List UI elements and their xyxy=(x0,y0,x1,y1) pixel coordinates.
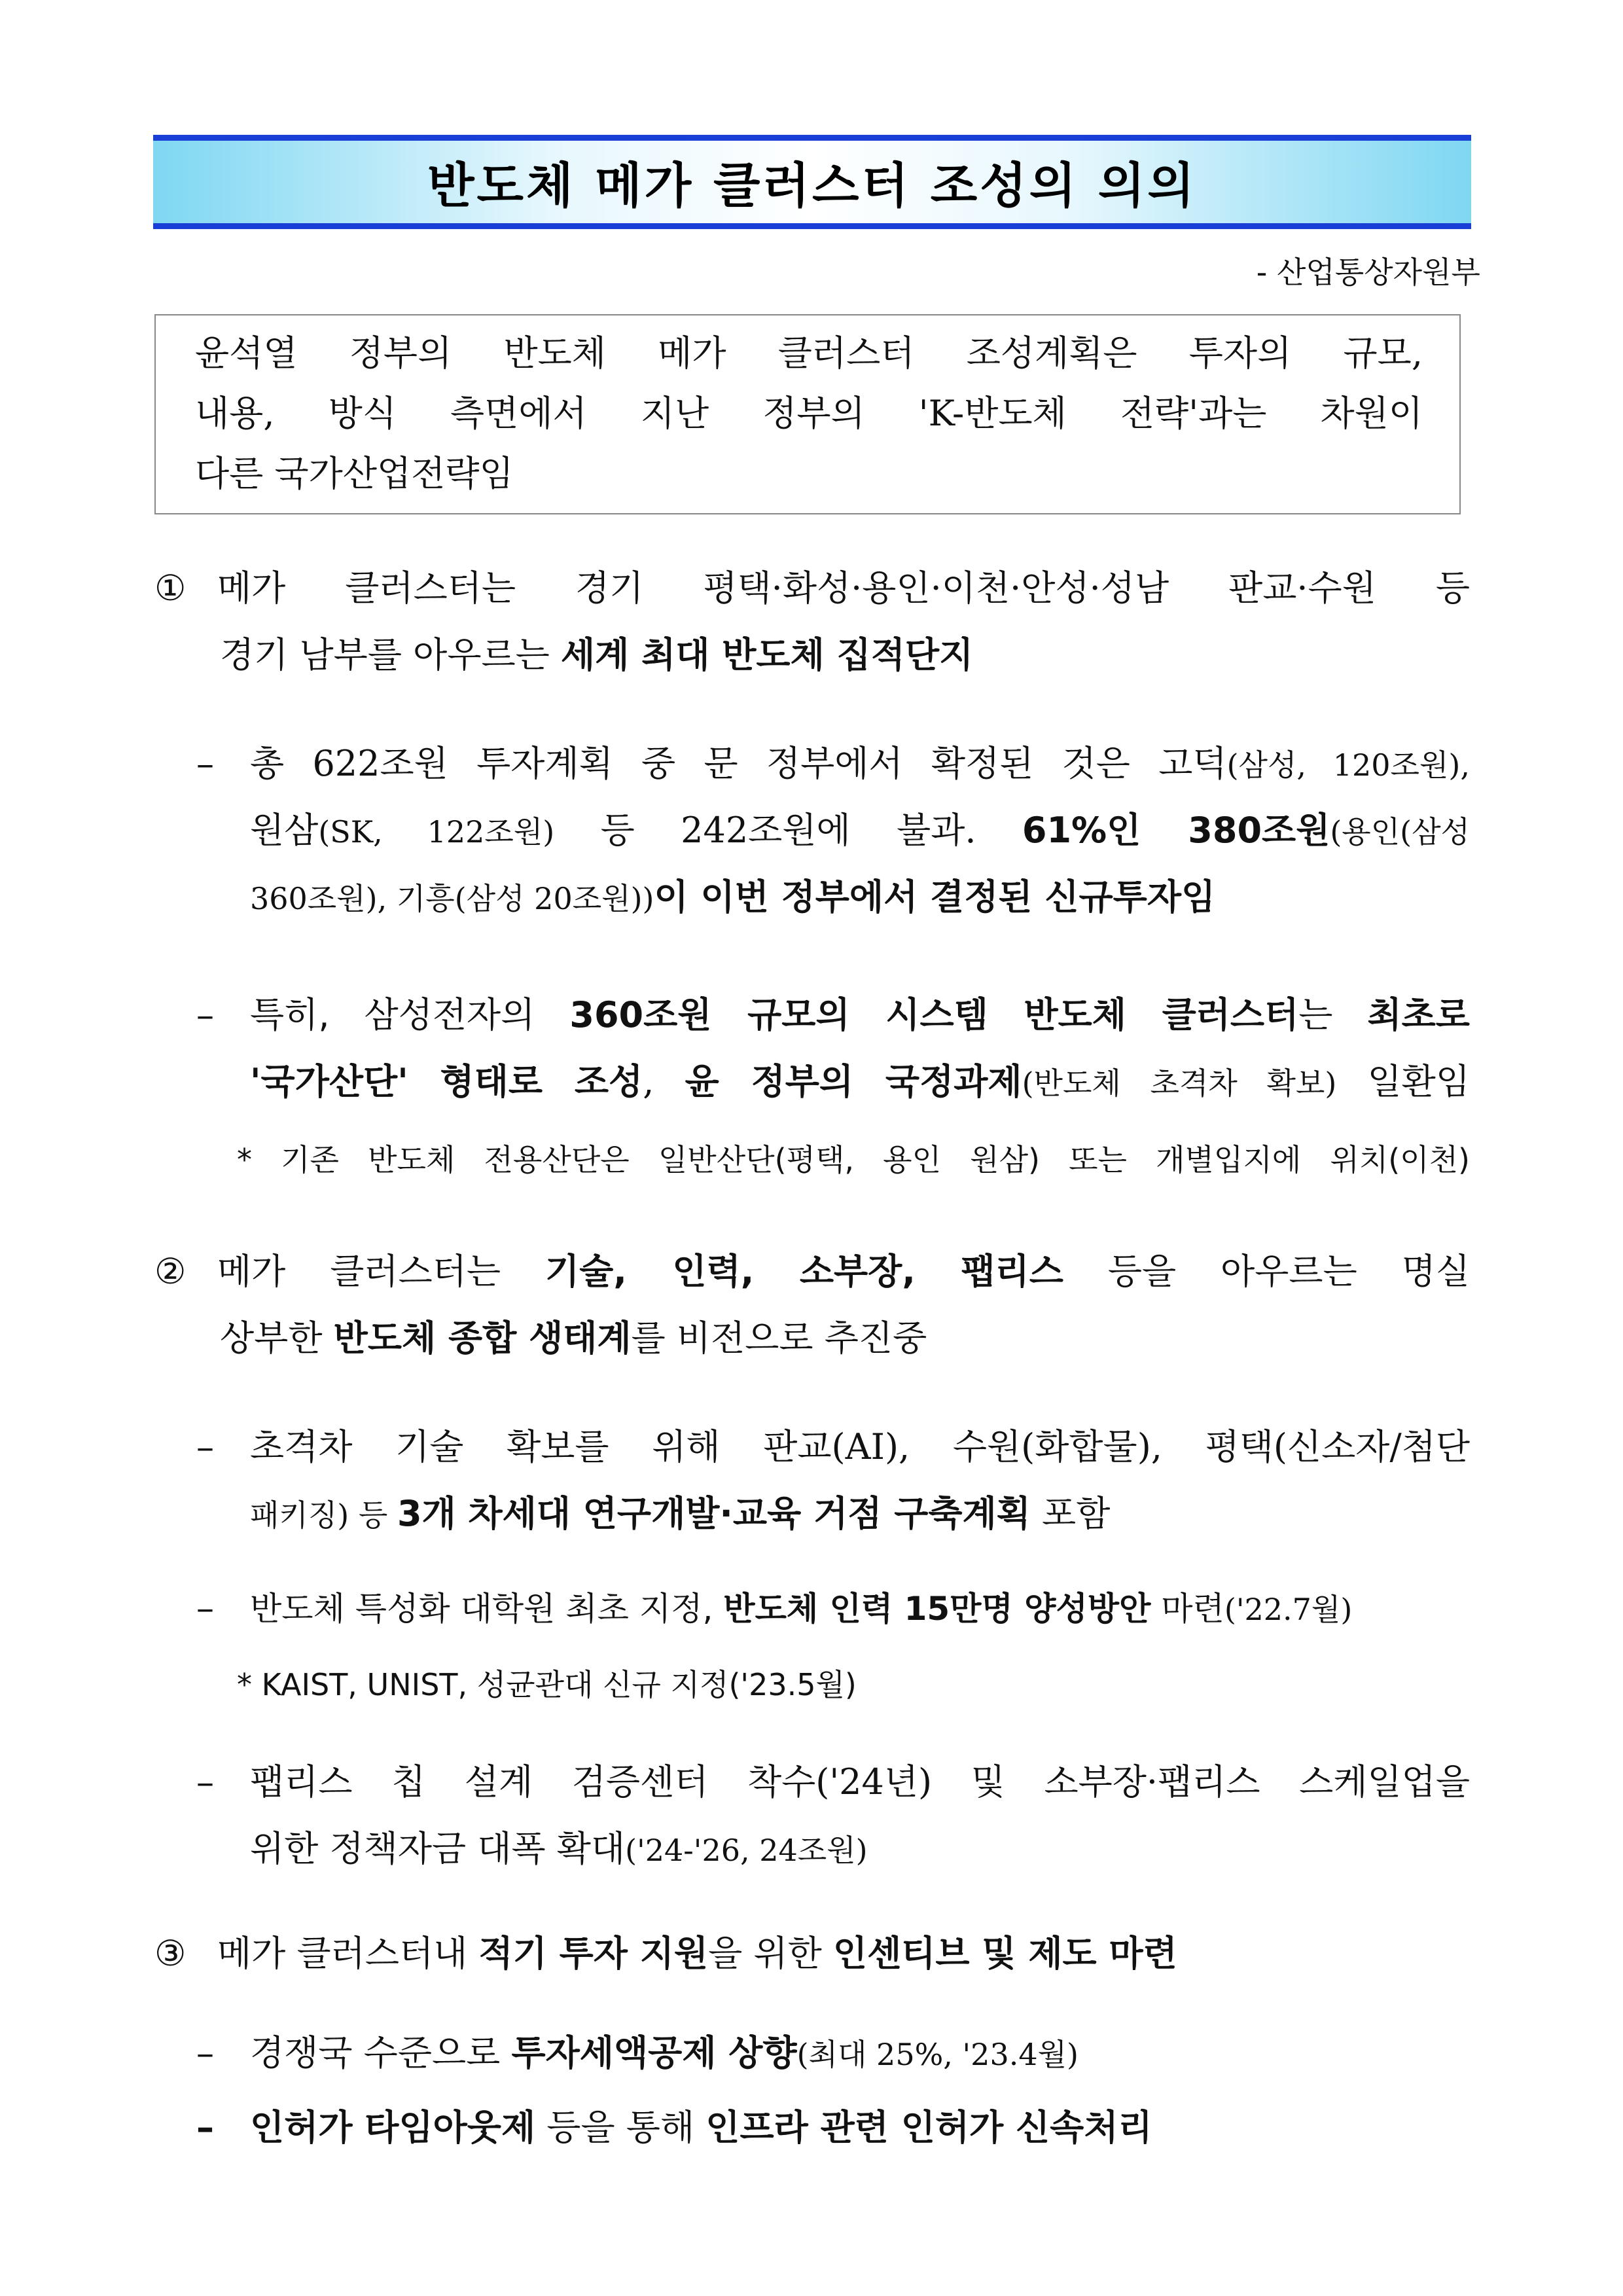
s1-b1-text: 총 622조원 투자계획 중 문 정부에서 확정된 것은 고덕 xyxy=(250,743,1227,784)
s1-b2-bold-2: 최초로 xyxy=(1367,994,1470,1035)
bullet-dash: – xyxy=(196,1426,214,1467)
s3-bold: 적기 투자 지원 xyxy=(478,1933,709,1974)
s3-b2-bold-2: 인프라 관련 인허가 신속처리 xyxy=(705,2107,1152,2148)
s1-b1-paren: (삼성, 120조원), xyxy=(1226,747,1470,783)
s3-b1-paren: (최대 25%, '23.4월) xyxy=(796,2037,1079,2072)
s2-b1-text-3: 포함 xyxy=(1030,1493,1111,1534)
s2-b3-text: 팹리스 칩 설계 검증센터 착수('24년) 및 소부장·팹리스 스케일업을 xyxy=(250,1761,1470,1803)
s2-bold: 기술, 인력, 소부장, 팹리스 xyxy=(545,1251,1063,1292)
section-1-line-1 xyxy=(154,560,1470,611)
section-3-line xyxy=(154,1926,1177,1976)
section-1-highlight: 세계 최대 반도체 집적단지 xyxy=(560,634,974,675)
s2-footnote: * KAIST, UNIST, 성균관대 신규 지정('23.5월) xyxy=(237,1667,857,1702)
s2-b1-text: 초격차 기술 확보를 위해 판교(AI), 수원(화합물), 평택(신소자/첨단 xyxy=(250,1426,1470,1467)
s1-bullet-1-line-3 xyxy=(250,869,1215,920)
s2-b1-bold: 3개 차세대 연구개발·교육 거점 구축계획 xyxy=(397,1493,1031,1534)
section-1-number: ① xyxy=(154,567,187,609)
s1-b1-paren-2: (SK, 122조원) xyxy=(318,814,555,850)
section-1-line-2 xyxy=(220,627,973,677)
section-2-number: ② xyxy=(154,1251,187,1292)
s1-b2-bold-3: '국가산단' 형태로 조성 xyxy=(250,1061,643,1102)
s3-b2-text: 등을 통해 xyxy=(535,2107,706,2148)
s1-bullet-1-line-2 xyxy=(250,802,1470,853)
bullet-dash: – xyxy=(196,1761,214,1803)
s1-b1-paren-4: 360조원), 기흥(삼성 20조원)) xyxy=(250,881,654,916)
s2-text: 메가 클러스터는 xyxy=(217,1251,546,1292)
s1-bullet-2-line-1 xyxy=(196,987,1470,1037)
section-3-number: ③ xyxy=(154,1933,187,1974)
section-2-line-2 xyxy=(220,1310,927,1361)
title-banner xyxy=(153,135,1471,229)
s2-bullet-1-line-2 xyxy=(250,1486,1110,1536)
s1-b2-text: 특히, 삼성전자의 xyxy=(250,994,570,1035)
s2-b2-bold: 반도체 인력 15만명 양성방안 xyxy=(723,1590,1151,1628)
s1-b2-paren: (반도체 초격차 확보) xyxy=(1022,1066,1337,1101)
bullet-dash: – xyxy=(196,2107,214,2148)
bullet-dash: – xyxy=(196,1587,214,1628)
s2-bullet-3-line-2 xyxy=(250,1821,868,1871)
s1-b2-text-2: 는 xyxy=(1298,994,1368,1035)
s1-b2-text-3: 일환임 xyxy=(1336,1061,1470,1102)
s1-b2-comma: , xyxy=(643,1061,685,1102)
s2-b3-paren: ('24-'26, 24조원) xyxy=(625,1833,868,1868)
s3-text: 메가 클러스터내 xyxy=(217,1933,479,1974)
section-1-text-2: 경기 남부를 아우르는 xyxy=(220,634,561,675)
bullet-dash: – xyxy=(196,743,214,784)
s3-bold-2: 인센티브 및 제도 마련 xyxy=(832,1933,1177,1974)
section-1-text-1: 메가 클러스터는 경기 평택·화성·용인·이천·안성·성남 판교·수원 등 xyxy=(217,567,1470,609)
s3-bullet-2 xyxy=(196,2100,1152,2150)
s3-b1-text: 경쟁국 수준으로 xyxy=(250,2032,512,2073)
summary-line-2: 내용, 방식 측면에서 지난 정부의 'K-반도체 전략'과는 차원이 xyxy=(195,393,1423,434)
s2-b2-text: 반도체 특성화 대학원 최초 지정, xyxy=(250,1590,724,1628)
s1-b1-bold-2: 이 이번 정부에서 결정된 신규투자임 xyxy=(654,876,1216,918)
s2-text-3: 상부한 xyxy=(220,1318,334,1359)
s3-b2-bold: 인허가 타임아웃제 xyxy=(250,2107,536,2148)
s2-b2-text-2: 마련 xyxy=(1150,1590,1224,1628)
s2-b2-paren: ('22.7월) xyxy=(1224,1592,1353,1627)
page-title: 반도체 메가 클러스터 조성의 의의 xyxy=(427,158,1197,214)
s1-footnote: * 기존 반도체 전용산단은 일반산단(평택, 용인 원삼) 또는 개별입지에 위치(이천) xyxy=(237,1142,1470,1177)
s2-text-2: 등을 아우르는 명실 xyxy=(1063,1251,1470,1292)
department-label: - 산업통상자원부 xyxy=(1256,255,1480,290)
s1-b1-text-2: 원삼 xyxy=(250,810,319,851)
s1-b2-bold: 360조원 규모의 시스템 반도체 클러스터 xyxy=(569,994,1299,1035)
bullet-dash: – xyxy=(196,2032,214,2073)
s3-text-2: 을 위한 xyxy=(708,1933,833,1974)
summary-line-3: 다른 국가산업전략임 xyxy=(195,453,514,494)
s2-bullet-1-line-1 xyxy=(196,1419,1470,1469)
summary-line-1: 윤석열 정부의 반도체 메가 클러스터 조성계획은 투자의 규모, xyxy=(195,332,1423,374)
s3-b1-bold: 투자세액공제 상향 xyxy=(511,2032,797,2073)
section-2-line-1 xyxy=(154,1244,1470,1294)
s3-bullet-1 xyxy=(196,2025,1079,2075)
bullet-dash: – xyxy=(196,994,214,1035)
s1-b1-text-3: 등 242조원에 불과. xyxy=(554,810,1022,851)
s1-b1-paren-3: (용인(삼성 xyxy=(1330,814,1470,850)
s2-bullet-2 xyxy=(196,1583,1352,1630)
s2-b1-text-2: 패키징) 등 xyxy=(250,1498,397,1533)
s1-bullet-2-line-2 xyxy=(250,1054,1470,1104)
s2-b3-text-2: 위한 정책자금 대폭 확대 xyxy=(250,1828,626,1869)
s2-bullet-3-line-1 xyxy=(196,1754,1470,1804)
s2-text-4: 를 비전으로 추진중 xyxy=(631,1318,927,1359)
s1-bullet-1-line-1 xyxy=(196,736,1470,786)
summary-box xyxy=(154,314,1461,514)
s1-b1-bold: 61%인 380조원 xyxy=(1022,810,1330,851)
s2-bold-2: 반도체 종합 생태계 xyxy=(333,1318,632,1359)
s1-b2-bold-4: 윤 정부의 국정과제 xyxy=(685,1061,1022,1102)
